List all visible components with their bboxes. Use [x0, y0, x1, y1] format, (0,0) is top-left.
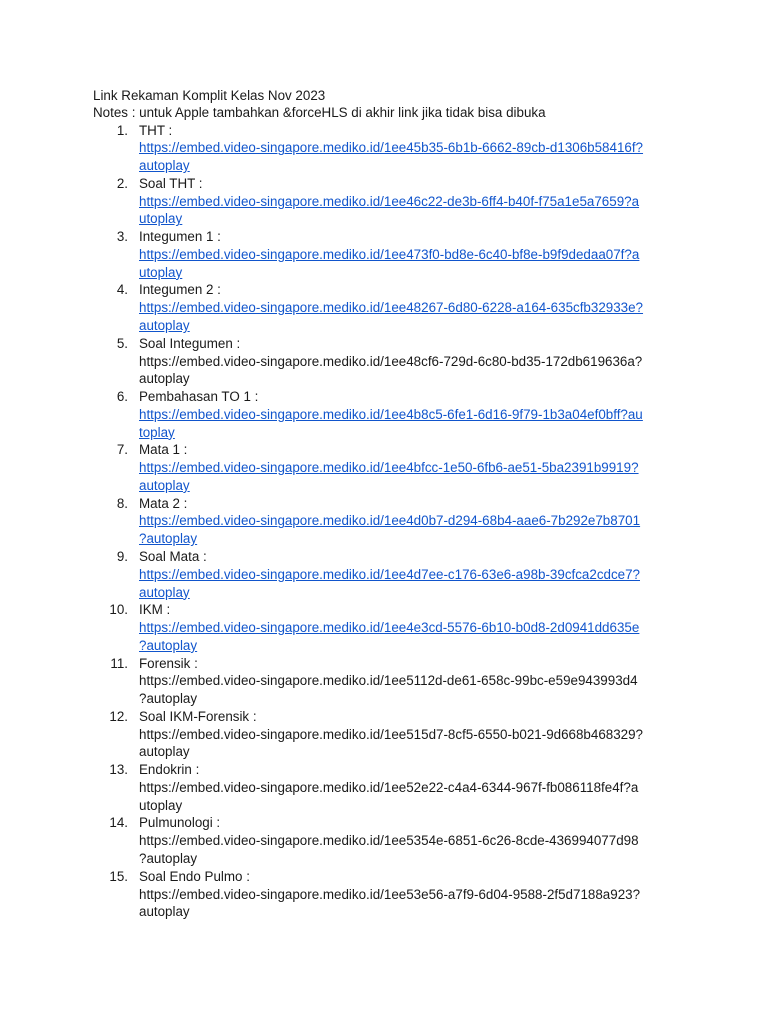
- list-item-number: 7.: [116, 442, 128, 458]
- list-item-label: Integumen 2 :: [139, 282, 221, 298]
- list-item: [0, 814, 768, 867]
- recording-link[interactable]: [139, 566, 640, 602]
- list-item: [0, 495, 768, 548]
- url-line: https://embed.video-singapore.mediko.id/1ee4bfcc-1e50-6fb6-ae51-5ba2391b9919?: [139, 460, 639, 476]
- recording-url-text: [139, 726, 643, 762]
- list-item-label: Mata 1 :: [139, 442, 188, 458]
- recording-url-text: [139, 832, 639, 868]
- list-item-label: Integumen 1 :: [139, 229, 221, 245]
- list-item-number: 11.: [110, 655, 128, 671]
- recording-link[interactable]: [139, 246, 639, 282]
- recording-link[interactable]: [139, 619, 639, 655]
- list-item: [0, 655, 768, 708]
- list-item-label: Soal Mata :: [139, 548, 207, 564]
- list-item-label: IKM :: [139, 602, 171, 618]
- url-line: https://embed.video-singapore.mediko.id/1ee4d7ee-c176-63e6-a98b-39cfca2cdce7?: [139, 566, 640, 582]
- recording-link[interactable]: [139, 299, 643, 335]
- list-item-number: 1.: [116, 122, 128, 138]
- recording-link[interactable]: [139, 512, 640, 548]
- list-item: [0, 335, 768, 388]
- list-item-label: Pulmunologi :: [139, 815, 221, 831]
- document-notes: Notes : untuk Apple tambahkan &forceHLS di akhir link jika tidak bisa dibuka: [93, 105, 546, 121]
- recording-url-text: [139, 353, 642, 389]
- url-line: utoplay: [139, 797, 183, 813]
- list-item-number: 14.: [109, 815, 128, 831]
- list-item: [0, 868, 768, 921]
- list-item-number: 6.: [116, 389, 128, 405]
- recording-link[interactable]: [139, 139, 643, 175]
- url-line: utoplay: [139, 264, 183, 280]
- recording-link[interactable]: [139, 459, 639, 495]
- list-item-label: Soal THT :: [139, 175, 203, 191]
- list-item-number: 5.: [116, 335, 128, 351]
- list-item: [0, 122, 768, 175]
- list-item: [0, 175, 768, 228]
- list-item: [0, 548, 768, 601]
- url-line: https://embed.video-singapore.mediko.id/1ee53e56-a7f9-6d04-9588-2f5d7188a923?: [139, 886, 641, 902]
- url-line: autoplay: [139, 318, 190, 334]
- url-line: autoplay: [139, 584, 190, 600]
- url-line: https://embed.video-singapore.mediko.id/1ee4e3cd-5576-6b10-b0d8-2d0941dd635e: [139, 620, 640, 636]
- list-item: [0, 708, 768, 761]
- recording-url-text: [139, 672, 638, 708]
- list-item-label: THT :: [139, 122, 173, 138]
- url-line: https://embed.video-singapore.mediko.id/1ee5112d-de61-658c-99bc-e59e943993d4: [139, 673, 638, 689]
- document-title: Link Rekaman Komplit Kelas Nov 2023: [93, 87, 326, 103]
- url-line: https://embed.video-singapore.mediko.id/1ee48cf6-729d-6c80-bd35-172db619636a?: [139, 353, 643, 369]
- list-item: [0, 281, 768, 334]
- url-line: autoplay: [139, 904, 190, 920]
- url-line: https://embed.video-singapore.mediko.id/1ee5354e-6851-6c26-8cde-436994077d98: [139, 833, 639, 849]
- url-line: ?autoplay: [139, 851, 198, 867]
- url-line: https://embed.video-singapore.mediko.id/1ee52e22-c4a4-6344-967f-fb086118fe4f?a: [139, 779, 639, 795]
- url-line: autoplay: [139, 371, 190, 387]
- list-item-number: 9.: [116, 548, 128, 564]
- list-item: [0, 441, 768, 494]
- list-item-label: Forensik :: [139, 655, 198, 671]
- list-item-label: Soal Endo Pulmo :: [139, 868, 250, 884]
- url-line: https://embed.video-singapore.mediko.id/1ee4b8c5-6fe1-6d16-9f79-1b3a04ef0bff?au: [139, 406, 643, 422]
- recording-url-text: [139, 886, 640, 922]
- recording-link[interactable]: [139, 193, 639, 229]
- url-line: ?autoplay: [139, 691, 198, 707]
- list-item-number: 8.: [116, 495, 128, 511]
- list-item: [0, 388, 768, 441]
- list-item-number: 10.: [109, 602, 128, 618]
- url-line: utoplay: [139, 211, 183, 227]
- url-line: https://embed.video-singapore.mediko.id/1ee4d0b7-d294-68b4-aae6-7b292e7b8701: [139, 513, 641, 529]
- list-item-number: 3.: [116, 229, 128, 245]
- list-item-label: Soal IKM-Forensik :: [139, 708, 257, 724]
- list-item-label: Soal Integumen :: [139, 335, 241, 351]
- url-line: https://embed.video-singapore.mediko.id/1ee45b35-6b1b-6662-89cb-d1306b58416f?: [139, 140, 644, 156]
- recording-url-text: [139, 779, 638, 815]
- list-item: [0, 761, 768, 814]
- url-line: https://embed.video-singapore.mediko.id/1ee48267-6d80-6228-a164-635cfb32933e?: [139, 300, 644, 316]
- url-line: autoplay: [139, 477, 190, 493]
- url-line: https://embed.video-singapore.mediko.id/1ee473f0-bd8e-6c40-bf8e-b9f9dedaa07f?a: [139, 246, 640, 262]
- list-item-label: Mata 2 :: [139, 495, 188, 511]
- list-item-label: Pembahasan TO 1 :: [139, 389, 259, 405]
- url-line: https://embed.video-singapore.mediko.id/1ee515d7-8cf5-6550-b021-9d668b468329?: [139, 726, 644, 742]
- url-line: toplay: [139, 424, 175, 440]
- url-line: https://embed.video-singapore.mediko.id/1ee46c22-de3b-6ff4-b40f-f75a1e5a7659?a: [139, 193, 640, 209]
- recording-list: [0, 122, 768, 921]
- list-item-label: Endokrin :: [139, 762, 200, 778]
- list-item-number: 13.: [109, 762, 128, 778]
- list-item: [0, 601, 768, 654]
- list-item-number: 4.: [116, 282, 128, 298]
- url-line: autoplay: [139, 158, 190, 174]
- url-line: autoplay: [139, 744, 190, 760]
- recording-link[interactable]: [139, 406, 643, 442]
- url-line: ?autoplay: [139, 531, 198, 547]
- list-item-number: 2.: [116, 175, 128, 191]
- url-line: ?autoplay: [139, 637, 198, 653]
- list-item-number: 15.: [109, 868, 128, 884]
- list-item-number: 12.: [109, 708, 128, 724]
- list-item: [0, 228, 768, 281]
